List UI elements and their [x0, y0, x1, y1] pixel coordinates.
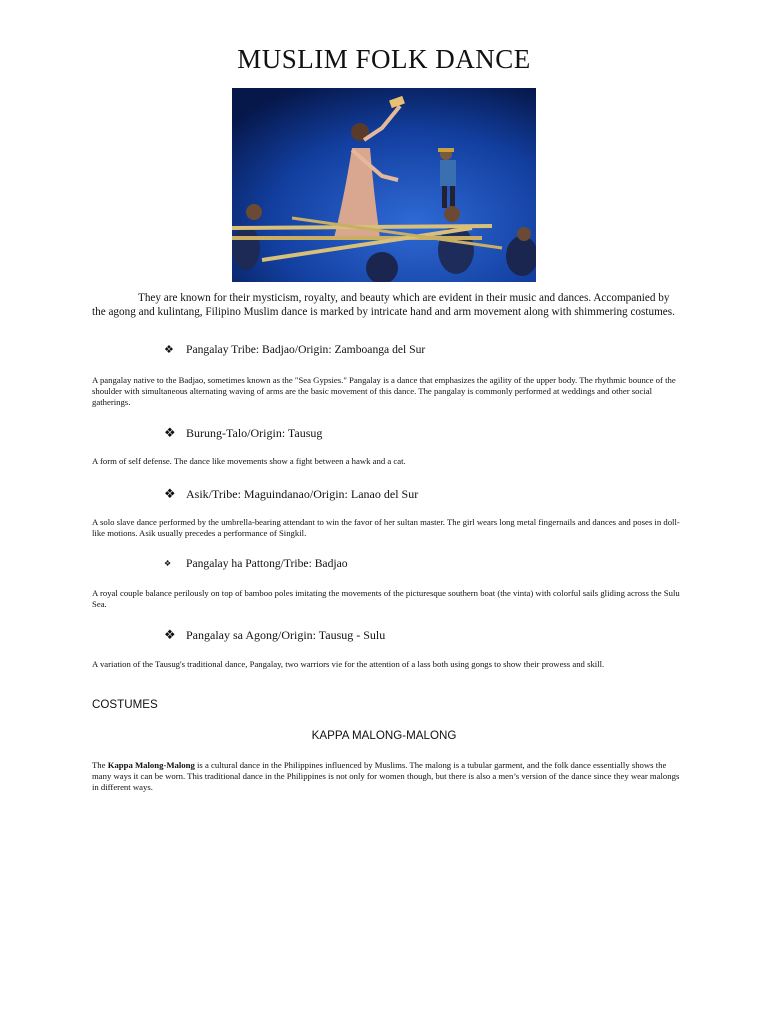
intro-paragraph [92, 292, 682, 319]
dance-heading-asik [164, 486, 418, 502]
costume-name: Kappa Malong-Malong [107, 760, 195, 770]
costume-text-after: is a cultural dance in the Philippines influenced by Muslims. The malong is a tubular garment, and the folk dance essentially shows the many ways it can be worn. This traditional dance in the Philippines is not only for women though, but there is also a men’s version of the dance since they wear malongs in different ways. [92, 760, 680, 792]
dance-heading-text: Burung-Talo/Origin: Tausug [186, 425, 323, 440]
dance-heading-pangalay-ha-pattong [164, 557, 348, 570]
diamond-bullet-icon: ❖ [164, 344, 174, 356]
dance-photo [232, 88, 536, 282]
dance-heading-pangalay-sa-agong [164, 627, 385, 643]
costume-description [92, 760, 682, 793]
dance-description-burung-talo: A form of self defense. The dance like movements show a fight between a hawk and a cat. [92, 456, 406, 466]
costumes-label: COSTUMES [92, 698, 158, 711]
dance-description-pangalay: A pangalay native to the Badjao, sometimes known as the "Sea Gypsies." Pangalay is a dance that emphasizes the agility of the upper body. The rhythmic bounce of the shoulder with simultaneous alternating waving of arms are the basic movement of this dance. The pangalay is commonly performed at weddings and other social gatherings. [92, 375, 676, 407]
dance-heading-text: Pangalay ha Pattong/Tribe: Badjao [186, 557, 348, 570]
diamond-bullet-icon: ❖ [164, 559, 172, 568]
dance-heading-text: Pangalay sa Agong/Origin: Tausug - Sulu [186, 627, 386, 642]
dance-description-asik: A solo slave dance performed by the umbrella-bearing attendant to win the favor of her sultan master. The girl wears long metal fingernails and dances and poses in doll-like motions. Asik usually precedes a performance of Singkil. [92, 517, 680, 538]
dance-heading-text: Pangalay Tribe: Badjao/Origin: Zamboanga del Sur [186, 343, 426, 356]
diamond-bullet-icon: ❖ [164, 627, 176, 642]
costume-heading: KAPPA MALONG-MALONG [311, 729, 457, 742]
dance-description-pangalay-ha-pattong: A royal couple balance perilously on top of bamboo poles imitating the movements of the picturesque southern boat (the vinta) with colorful sails gliding across the Sulu Sea. [92, 588, 680, 609]
diamond-bullet-icon: ❖ [164, 425, 176, 440]
intro-text: They are known for their mysticism, royalty, and beauty which are evident in their music and dances. Accompanied by the agong and kulintang, Filipino Muslim dance is marked by intricate hand and arm movement along with shimmering costumes. [92, 292, 675, 318]
dance-heading-pangalay [164, 343, 425, 356]
diamond-bullet-icon: ❖ [164, 486, 176, 501]
dance-heading-text: Asik/Tribe: Maguindanao/Origin: Lanao del Sur [186, 486, 419, 501]
page-title: MUSLIM FOLK DANCE [237, 44, 531, 74]
dance-heading-burung-talo [164, 425, 322, 441]
dance-description-pangalay-sa-agong: A variation of the Tausug's traditional dance, Pangalay, two warriors vie for the attention of a lass both using gongs to show their prowess and skill. [92, 659, 605, 669]
costume-text-before: The [92, 760, 108, 770]
